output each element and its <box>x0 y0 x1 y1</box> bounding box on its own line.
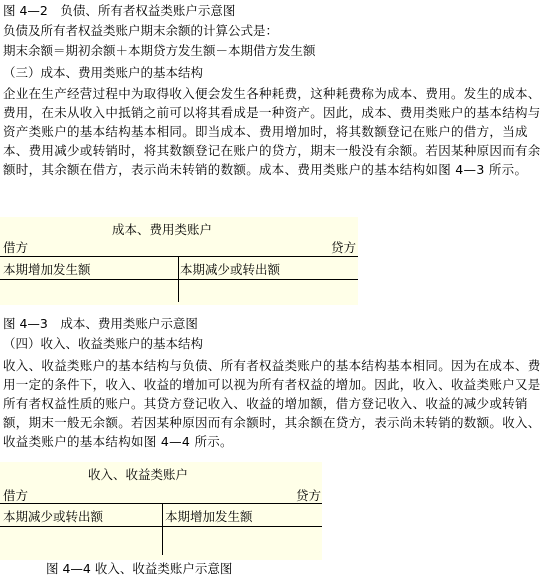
t-account-row-rule <box>0 526 322 527</box>
t-account-divider <box>162 503 163 555</box>
t-account-top-rule <box>0 503 322 504</box>
t-account-row-rule <box>0 279 358 280</box>
t-account-debit-label: 借方 <box>3 240 29 255</box>
t-account-left-cell: 本期增加发生额 <box>3 262 91 277</box>
section4-heading: （四）收入、收益类账户的基本结构 <box>3 336 204 351</box>
t-account-credit-label: 贷方 <box>296 488 322 503</box>
t-account-title: 成本、费用类账户 <box>112 222 213 237</box>
t-account-right-cell: 本期减少或转出额 <box>180 262 281 277</box>
t-account-right-cell: 本期增加发生额 <box>165 509 253 524</box>
t-account-credit-label: 贷方 <box>331 240 357 255</box>
section3-paragraph: 企业在生产经营过程中为取得收入便会发生各种耗费，这种耗费称为成本、费用。发生的成本、费用，在未从收入中抵销之前可以将其看成是一种资产。因此，成本、费用类账户的基本结构与资产类账户的基本结构基本相同。即当成本、费用增加时，将其数额登记在账户的借方，当成本、费用减少或转销时，将其数额登记在账户的贷方，期末一般没有余额。若因某种原因而有余额时，其余额在借方，表示尚未转销的数额。成本、费用类账户的基本结构如图 4—3 所示。 <box>3 86 541 177</box>
formula: 期末余额＝期初余额＋本期贷方发生额－本期借方发生额 <box>3 43 316 58</box>
caption-figure-4-2: 图 4—2 负债、所有者权益类账户示意图 <box>3 3 236 18</box>
t-account-left-cell: 本期减少或转出额 <box>3 509 104 524</box>
formula-intro: 负债及所有者权益类账户期末余额的计算公式是： <box>3 23 279 38</box>
section3-heading: （三）成本、费用类账户的基本结构 <box>3 65 204 80</box>
section4-paragraph: 收入、收益类账户的基本结构与负债、所有者权益类账户的基本结构基本相同。因为在成本、费用一定的条件下，收入、收益的增加可以视为所有者权益的增加。因此，收入、收益类账户又是所有者权益性质的账户。其贷方登记收入、收益的增加额，借方登记收入、收益的减少或转销额，期末一般无余额。若因某种原因而有余额时，其余额在贷方，表示尚未转销的数额。收入、收益类账户的基本结构如图 4—4 所示。 <box>3 358 541 449</box>
t-account-top-rule <box>0 256 358 257</box>
caption-figure-4-4: 图 4—4 收入、收益类账户示意图 <box>46 561 233 576</box>
t-account-debit-label: 借方 <box>3 488 29 503</box>
caption-figure-4-3: 图 4—3 成本、费用类账户示意图 <box>3 316 198 331</box>
t-account-title: 收入、收益类账户 <box>88 467 189 482</box>
